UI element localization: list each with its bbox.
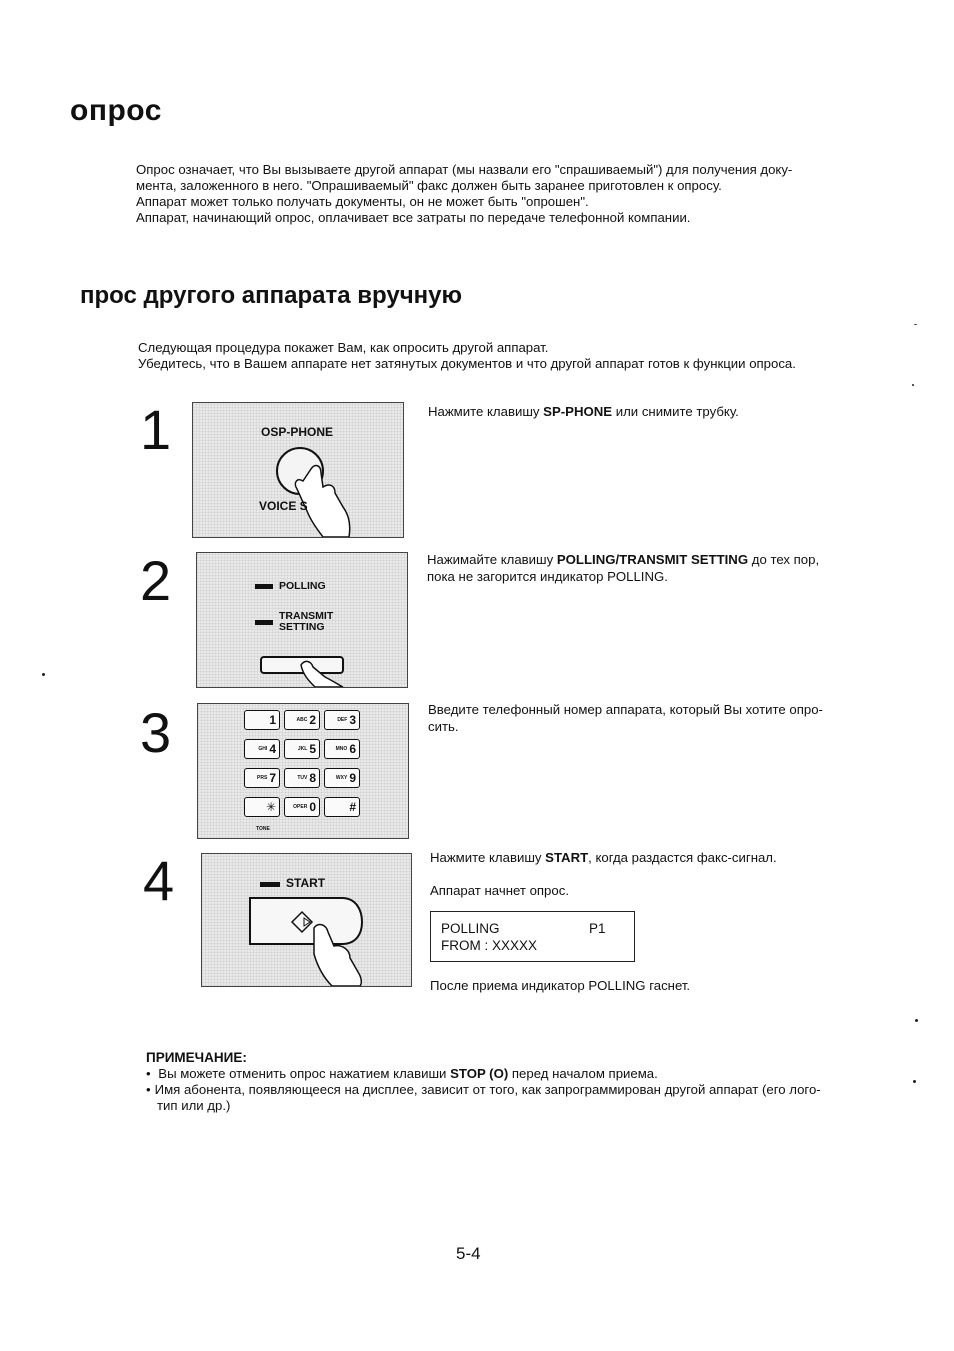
section-intro-line-2: Убедитесь, что в Вашем аппарате нет затянутых документов и что другой аппарат готов к функции опроса. <box>138 356 796 371</box>
keypad-key: 1 <box>244 710 280 730</box>
step-4-text-after: После приема индикатор POLLING гаснет. <box>430 978 691 993</box>
step-number: 4 <box>143 849 175 912</box>
keypad-key: MNO 6 <box>324 739 360 759</box>
keypad-key: GHI 4 <box>244 739 280 759</box>
scan-speck <box>915 1019 918 1022</box>
note-bullet-2-line-2: тип или др.) <box>157 1098 231 1113</box>
step-2-text: Нажимайте клавишу POLLING/TRANSMIT SETTING до тех пор, <box>427 552 820 567</box>
setting-label: SETTING <box>279 621 325 633</box>
lcd-line-2: FROM : XXXXX <box>441 938 538 953</box>
intro-line-2: мента, заложенного в него. "Опрашиваемый" факс должен быть заранее приготовлен к опросу. <box>136 178 722 193</box>
scan-speck <box>913 1080 916 1083</box>
keypad-panel-illustration <box>197 703 409 839</box>
keypad-key: JKL 5 <box>284 739 320 759</box>
step-3-text: Введите телефонный номер аппарата, который Вы хотите опро- <box>428 702 823 717</box>
section-intro-line-1: Следующая процедура покажет Вам, как опросить другой аппарат. <box>138 340 549 355</box>
keypad-key: OPER 0 <box>284 797 320 817</box>
intro-line-3: Аппарат может только получать документы, он не может быть "опрошен". <box>136 194 589 209</box>
step-number: 1 <box>140 398 172 461</box>
keypad-key: ABC 2 <box>284 710 320 730</box>
polling-label: POLLING <box>279 580 326 592</box>
step-number: 3 <box>140 701 172 764</box>
keypad <box>244 710 364 817</box>
transmit-label: TRANSMIT <box>279 610 334 622</box>
keypad-key: DEF 3 <box>324 710 360 730</box>
intro-line-1: Опрос означает, что Вы вызываете другой аппарат (мы назвали его "спрашиваемый") для получения доку- <box>136 162 793 177</box>
intro-line-4: Аппарат, начинающий опрос, оплачивает все затраты по передаче телефонной компании. <box>136 210 691 225</box>
step-3-text-line-2: сить. <box>428 719 459 734</box>
start-button-icon <box>202 854 411 986</box>
step-number: 2 <box>140 549 172 612</box>
sp-phone-panel-illustration <box>192 402 404 538</box>
polling-panel-illustration <box>196 552 408 688</box>
note-heading: ПРИМЕЧАНИЕ: <box>146 1050 247 1065</box>
keypad-key: ✳ <box>244 797 280 817</box>
step-1-text: Нажмите клавишу SP-PHONE или снимите трубку. <box>428 404 739 419</box>
start-panel-illustration <box>201 853 412 987</box>
scan-speck <box>912 384 914 386</box>
keypad-key: # <box>324 797 360 817</box>
page-title: опрос <box>70 94 162 127</box>
sp-phone-button-icon <box>193 403 403 537</box>
step-2-text-line-2: пока не загорится индикатор POLLING. <box>427 569 668 584</box>
step-4-text-line-2: Аппарат начнет опрос. <box>430 883 569 898</box>
lcd-display <box>430 911 635 962</box>
scan-speck <box>914 324 917 325</box>
keypad-key: WXY 9 <box>324 768 360 788</box>
keypad-key: TUV 8 <box>284 768 320 788</box>
section-title: прос другого аппарата вручную <box>80 282 462 309</box>
note-bullet-1: • Вы можете отменить опрос нажатием клавиши STOP (O) перед началом приема. <box>146 1066 658 1083</box>
tone-label: TONE <box>256 826 270 832</box>
scan-speck <box>42 673 45 676</box>
step-4-text: Нажмите клавишу START, когда раздастся факс-сигнал. <box>430 850 777 865</box>
keypad-key: PRS 7 <box>244 768 280 788</box>
page-number: 5-4 <box>456 1244 481 1263</box>
start-label: START <box>286 876 326 890</box>
panel-label-sp-phone: OSP-PHONE <box>261 425 334 439</box>
lcd-line-1-right: P1 <box>589 921 606 936</box>
note-bullet-2: • Имя абонента, появляющееся на дисплее, зависит от того, как запрограммирован другой аппарат (его лого- <box>146 1082 821 1099</box>
lcd-line-1-left: POLLING <box>441 921 500 936</box>
panel-label-voice: VOICE S <box>259 499 308 513</box>
